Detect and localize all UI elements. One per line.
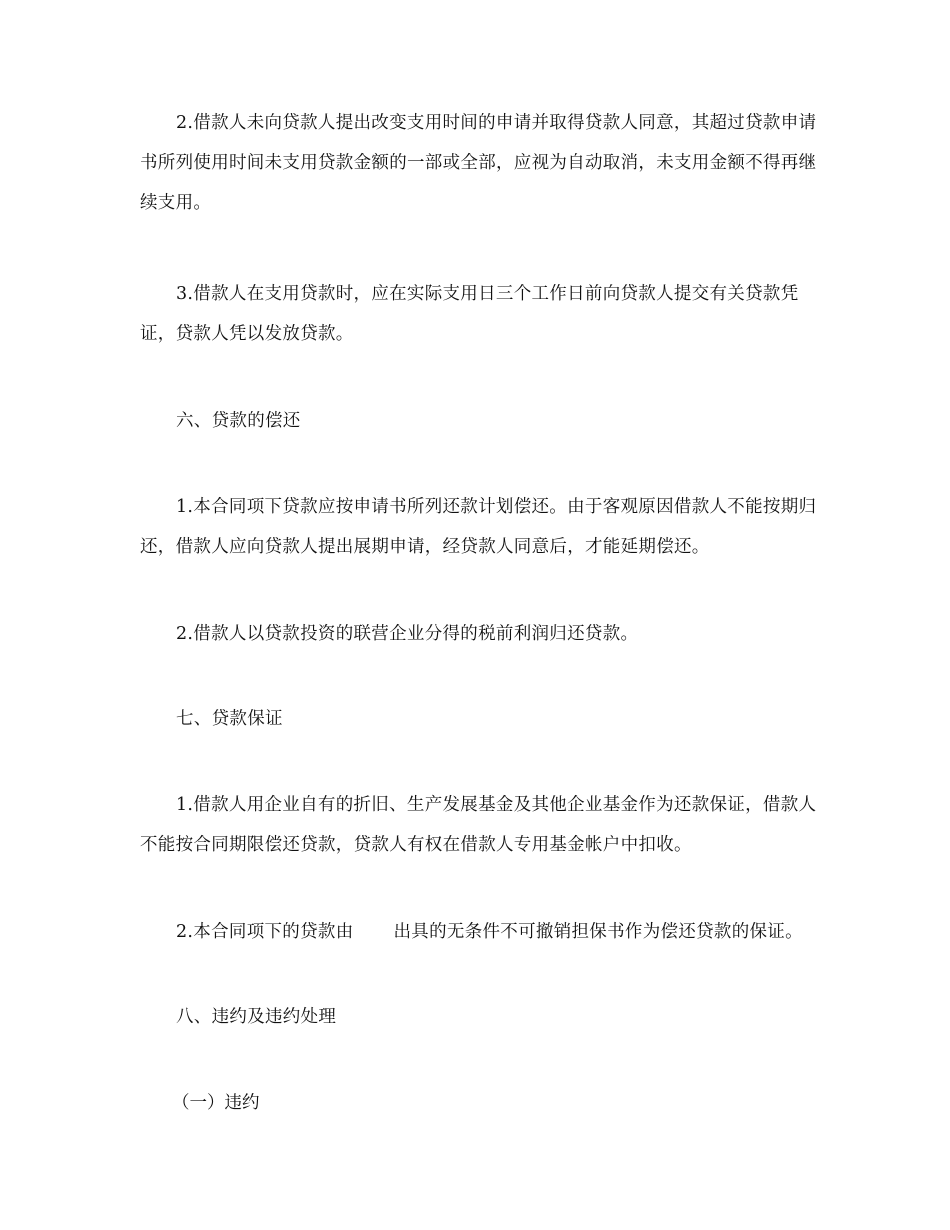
clause-paragraph-repayment-guarantee-funds: 1.借款人用企业自有的折旧、生产发展基金及其他企业基金作为还款保证，借款人不能按合同期限偿还贷款，贷款人有权在借款人专用基金帐户中扣收。 xyxy=(140,795,817,855)
clause-paragraph-change-drawdown-time: 2.借款人未向贷款人提出改变支用时间的申请并取得贷款人同意，其超过贷款申请书所列使用时间未支用贷款金额的一部或全部，应视为自动取消，未支用金额不得再继续支用。 xyxy=(140,113,817,213)
section-heading-loan-guarantee: 七、贷款保证 xyxy=(176,709,283,729)
section-heading-repayment: 六、贷款的偿还 xyxy=(176,411,301,431)
clause-paragraph-repayment-source: 2.借款人以贷款投资的联营企业分得的税前利润归还贷款。 xyxy=(176,624,639,644)
guarantee-text-after-blank: 出具的无条件不可撤销担保书作为偿还贷款的保证。 xyxy=(393,922,803,942)
clause-paragraph-repayment-plan: 1.本合同项下贷款应按申请书所列还款计划偿还。由于客观原因借款人不能按期归还，借款人应向贷款人提出展期申请，经贷款人同意后，才能延期偿还。 xyxy=(140,497,817,557)
section-heading-default: 八、违约及违约处理 xyxy=(176,1007,337,1027)
clause-paragraph-drawdown-vouchers: 3.借款人在支用贷款时，应在实际支用日三个工作日前向贷款人提交有关贷款凭证，贷款人凭以发放贷款。 xyxy=(140,284,799,344)
subsection-heading-default: （一）违约 xyxy=(172,1093,260,1113)
clause-paragraph-guarantee-letter xyxy=(140,912,830,952)
guarantee-text-before-blank: 2.本合同项下的贷款由 xyxy=(176,922,354,942)
